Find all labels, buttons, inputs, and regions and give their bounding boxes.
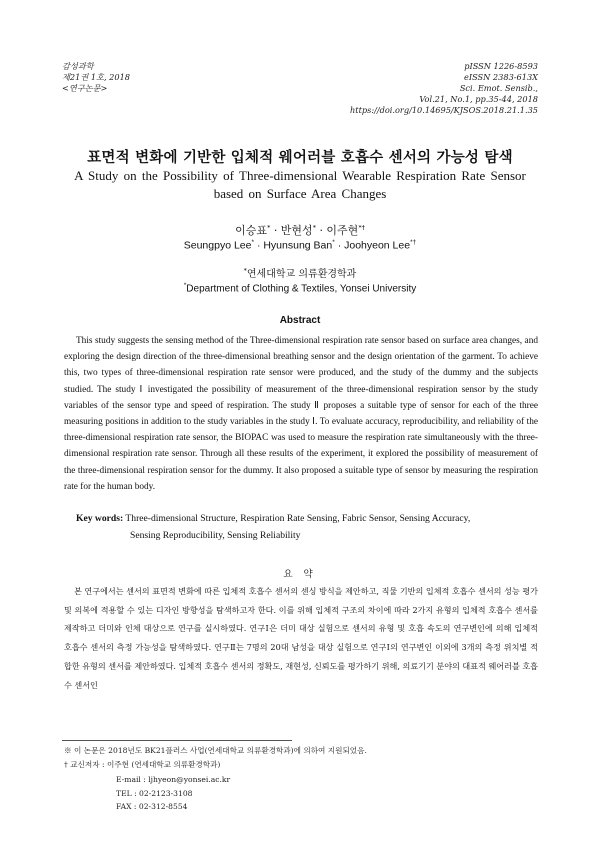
abstract-text: This study suggests the sensing method of the Three-dimensional respiration rate sensor based on surface area changes, and exploring the design direction of the three-dimensional breathing sensor and the design orientation of the garment. To achieve this, two types of three-dimensional respiration rate sensor were produced, and the study of the dummy and the subjects studied. The study Ⅰ investigated the possibility of measurement of the three-dimensional respiration sensor by the study variables of the sensor type and speed of respiration. The study Ⅱ proposes a suitable type of sensor for each of the three measuring positions in addition to the study variables in the study Ⅰ. To evaluate accuracy, reproducibility, and reliability of the three-dimensional respiration rate sensor, the BIOPAC was used to measure the respiration rate simultaneously with the three-dimensional respiration rate sensor. Through all these results of the experiment, it explored the possibility of measurement of the three-dimensional respiration sensor for the dummy. It also proposed a suitable type of sensor by measuring the respiration rate for the human body.	[64, 336, 538, 492]
keywords	[76, 510, 546, 544]
korean-summary-text: 본 연구에서는 센서의 표면적 변화에 따른 입체적 호흡수 센서의 센싱 방식을 제안하고, 직물 기반의 입체적 호흡수 센서의 성능 평가 및 의복에 적용할 수 있는 디자인 방향성을 탐색하고자 한다. 이를 위해 입체적 구조의 차이에 따라 2가지 유형의 입체적 호흡수 센서를 제작하고 더미와 인체 대상으로 연구를 실시하였다. 연구Ⅰ은 더미 대상 실험으로 센서의 유형 및 호흡 속도의 연구변인에 의해 입체적 호흡수 센서의 측정 가능성을 탐색하였다. 연구Ⅱ는 7명의 20대 남성을 대상 실험으로 연구Ⅰ의 연구변인 이외에 3개의 측정 위치별 적합한 유형의 센서를 제안하였다. 입체적 호흡수 센서의 정확도, 재현성, 신뢰도를 평가하기 위해, 의료기기 분야의 대표적 웨어러블 호흡수 센서인	[64, 586, 538, 690]
keywords-line-2: Sensing Reproducibility, Sensing Reliability	[130, 530, 301, 541]
author-3-en-mark: *†	[410, 239, 417, 246]
doi-link[interactable]: https://doi.org/10.14695/KJSOS.2018.21.1.35	[350, 105, 538, 115]
affil-en-text: Department of Clothing & Textiles, Yonsei University	[186, 283, 417, 295]
journal-header-left	[62, 61, 130, 94]
footnote-funding: ※ 이 논문은 2018년도 BK21플러스 사업(연세대학교 의류환경학과)에 의하여 지원되었음.	[64, 746, 367, 755]
author-1-mark: *	[267, 223, 271, 232]
author-1-en: Seungpyo Lee	[183, 239, 252, 252]
journal-abbr: Sci. Emot. Sensib.,	[459, 83, 538, 93]
footnote-corresponding-author: † 교신저자 : 이주현 (연세대학교 의류환경학과)	[64, 760, 221, 769]
author-2-en-mark: *	[332, 239, 335, 246]
contact-email[interactable]: E-mail : ljhyeon@yonsei.ac.kr	[116, 775, 231, 784]
journal-header-right	[350, 61, 538, 116]
affiliation-english	[0, 282, 600, 294]
author-2-ko: · 반현성	[273, 224, 313, 237]
footnote-divider	[62, 740, 292, 741]
korean-summary-heading: 요 약	[283, 569, 317, 580]
author-3-mark: *†	[358, 223, 365, 232]
author-3-ko: · 이주현	[319, 224, 359, 237]
eissn: eISSN 2383-613X	[464, 72, 538, 82]
abstract-heading: Abstract	[279, 315, 321, 326]
authors-korean	[0, 222, 600, 238]
affil-en-mark: *	[183, 282, 187, 289]
contact-tel: TEL : 02-2123-3108	[116, 788, 193, 798]
article-type: <연구논문>	[62, 83, 108, 93]
author-1-ko: 이승표	[235, 224, 268, 237]
author-1-en-mark: *	[251, 239, 255, 246]
volume-pages: Vol.21, No.1, pp.35-44, 2018	[419, 94, 538, 104]
journal-name: 감성과학	[62, 61, 94, 71]
title-english: A Study on the Possibility of Three-dimensional Wearable Respiration Rate Sensor based on Surface Area Changes	[74, 168, 526, 201]
keywords-label: Key words:	[76, 513, 124, 524]
affil-ko-mark: *	[243, 266, 247, 275]
author-3-en: · Joohyeon Lee	[337, 239, 411, 252]
contact-info	[116, 773, 230, 814]
journal-volume: 제21권 1호, 2018	[62, 72, 130, 82]
keywords-line-1: Three-dimensional Structure, Respiration Rate Sensing, Fabric Sensor, Sensing Accuracy,	[125, 513, 471, 524]
authors-english	[0, 239, 600, 252]
contact-fax: FAX : 02-312-8554	[116, 802, 188, 811]
pissn: pISSN 1226-8593	[464, 61, 538, 71]
title-korean: 표면적 변화에 기반한 입체적 웨어러블 호흡수 센서의 가능성 탐색	[87, 150, 513, 166]
affiliation-korean	[0, 265, 600, 280]
author-2-mark: *	[312, 223, 316, 232]
affil-ko-text: 연세대학교 의류환경학과	[246, 269, 357, 280]
author-2-en: · Hyunsung Ban	[256, 239, 333, 252]
